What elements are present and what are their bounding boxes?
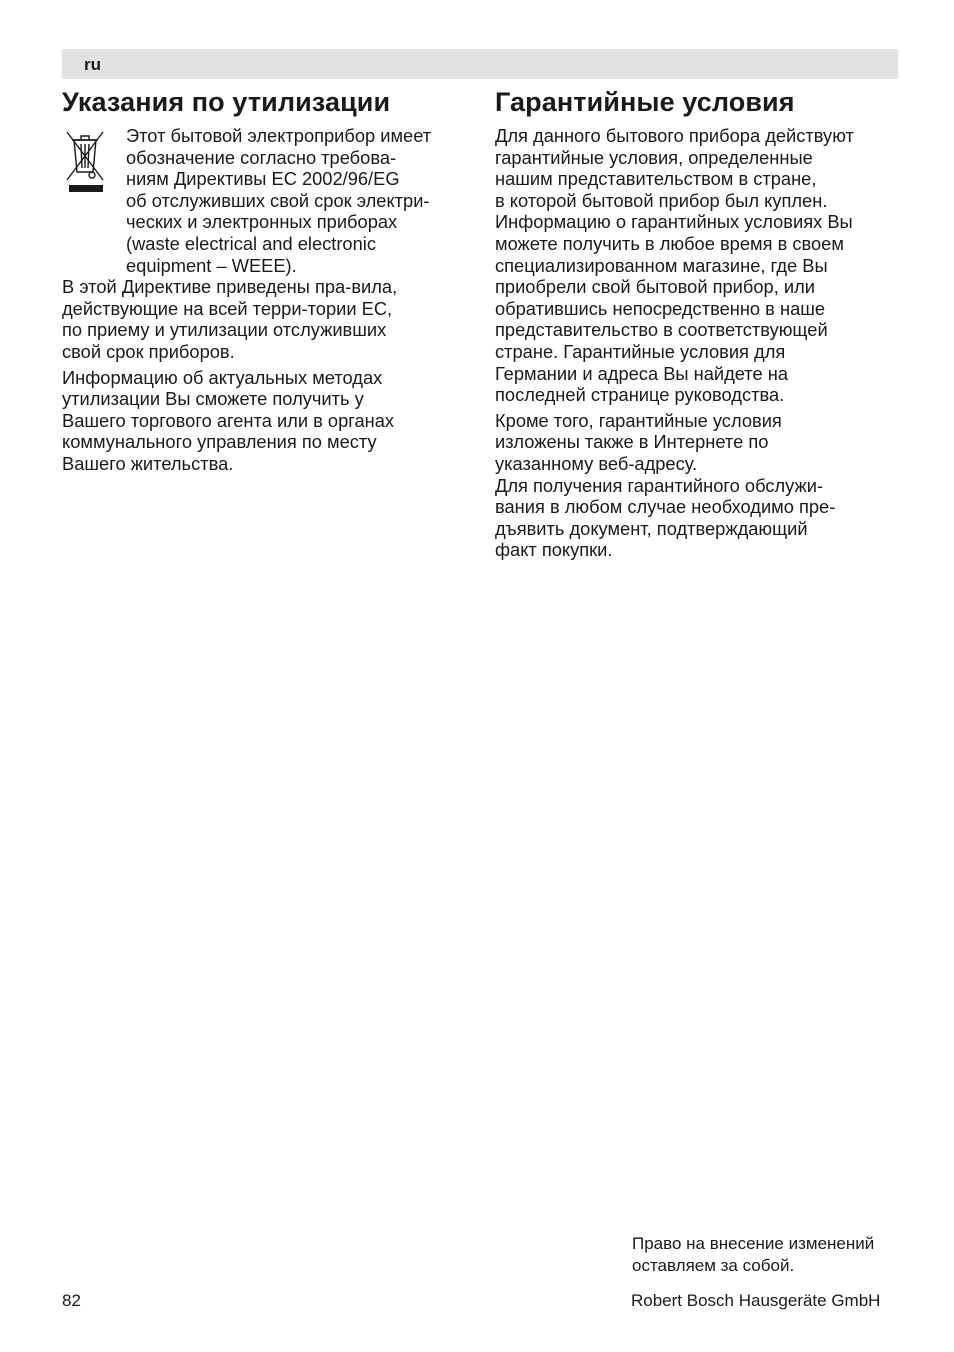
text-line: свой срок приборов.	[62, 340, 235, 362]
text-line: Кроме того, гарантийные условия	[495, 409, 782, 431]
disposal-paragraph-3	[62, 367, 472, 475]
text-line: (waste electrical and electronic	[126, 232, 376, 254]
weee-notice	[62, 125, 472, 276]
text-line: дъявить документ, подтверждающий	[495, 517, 808, 539]
text-line: ческих и электронных приборах	[126, 211, 398, 233]
text-line: нашим представительством в стране,	[495, 168, 817, 190]
text-line: обозначение согласно требова-	[126, 146, 397, 168]
text-line: Информацию об актуальных методах	[62, 366, 383, 388]
text-line: коммунального управления по месту	[62, 431, 377, 453]
text-line: вания в любом случае необходимо пре-	[495, 496, 836, 518]
company-name: Robert Bosch Hausgeräte GmbH	[631, 1291, 881, 1310]
text-line: приобрели свой бытовой прибор, или	[495, 276, 815, 298]
text-line: Этот бытовой электроприбор имеет	[126, 125, 432, 146]
changes-reserved-note	[632, 1233, 874, 1277]
text-line: изложены также в Интернете по	[495, 431, 769, 453]
text-line: можете получить в любое время в своем	[495, 232, 844, 254]
text-line: стране. Гарантийные условия для	[495, 340, 786, 362]
text-line: последней странице руководства.	[495, 384, 785, 406]
crossed-out-wheelie-bin-icon	[62, 125, 126, 276]
disposal-paragraph-2	[62, 276, 472, 362]
text-line: Для данного бытового прибора действуют	[495, 125, 854, 146]
page-number: 82	[62, 1291, 81, 1310]
text-line: в которой бытовой прибор был куплен.	[495, 189, 828, 211]
language-bar	[62, 49, 898, 79]
text-line: представительство в соответствующей	[495, 319, 828, 341]
text-line: ниям Директивы ЕС 2002/96/EG	[126, 168, 400, 190]
text-line: обратившись непосредственно в наше	[495, 297, 826, 319]
text-line: действующие на всей терри-тории ЕС,	[62, 297, 393, 319]
warranty-title: Гарантийные условия	[495, 87, 795, 117]
warranty-section	[495, 86, 905, 561]
text-line: Информацию о гарантийных условиях Вы	[495, 211, 853, 233]
disposal-title: Указания по утилизации	[62, 87, 391, 117]
text-line: специализированном магазине, где Вы	[495, 254, 828, 276]
text-line: утилизации Вы сможете получить у	[62, 388, 364, 410]
text-line: Вашего торгового агента или в органах	[62, 409, 395, 431]
text-line: Право на внесение изменений	[632, 1234, 875, 1253]
disposal-section	[62, 86, 472, 475]
text-line: об отслуживших свой срок электри-	[126, 189, 430, 211]
text-line: оставляем за собой.	[632, 1256, 795, 1275]
text-line: указанному веб-адресу.	[495, 452, 698, 474]
text-line: В этой Директиве приведены пра-вила,	[62, 276, 398, 298]
text-line: Для получения гарантийного обслужи-	[495, 474, 824, 496]
weee-intro-text	[126, 125, 431, 276]
warranty-paragraph-2	[495, 410, 905, 561]
warranty-paragraph-1	[495, 125, 905, 406]
text-line: факт покупки.	[495, 539, 613, 561]
text-line: Германии и адреса Вы найдете на	[495, 362, 788, 384]
text-line: по приему и утилизации отслуживших	[62, 319, 387, 341]
language-code: ru	[84, 55, 101, 74]
text-line: гарантийные условия, определенные	[495, 146, 813, 168]
text-line: Вашего жительства.	[62, 452, 234, 474]
text-line: equipment – WEEE).	[126, 254, 297, 276]
